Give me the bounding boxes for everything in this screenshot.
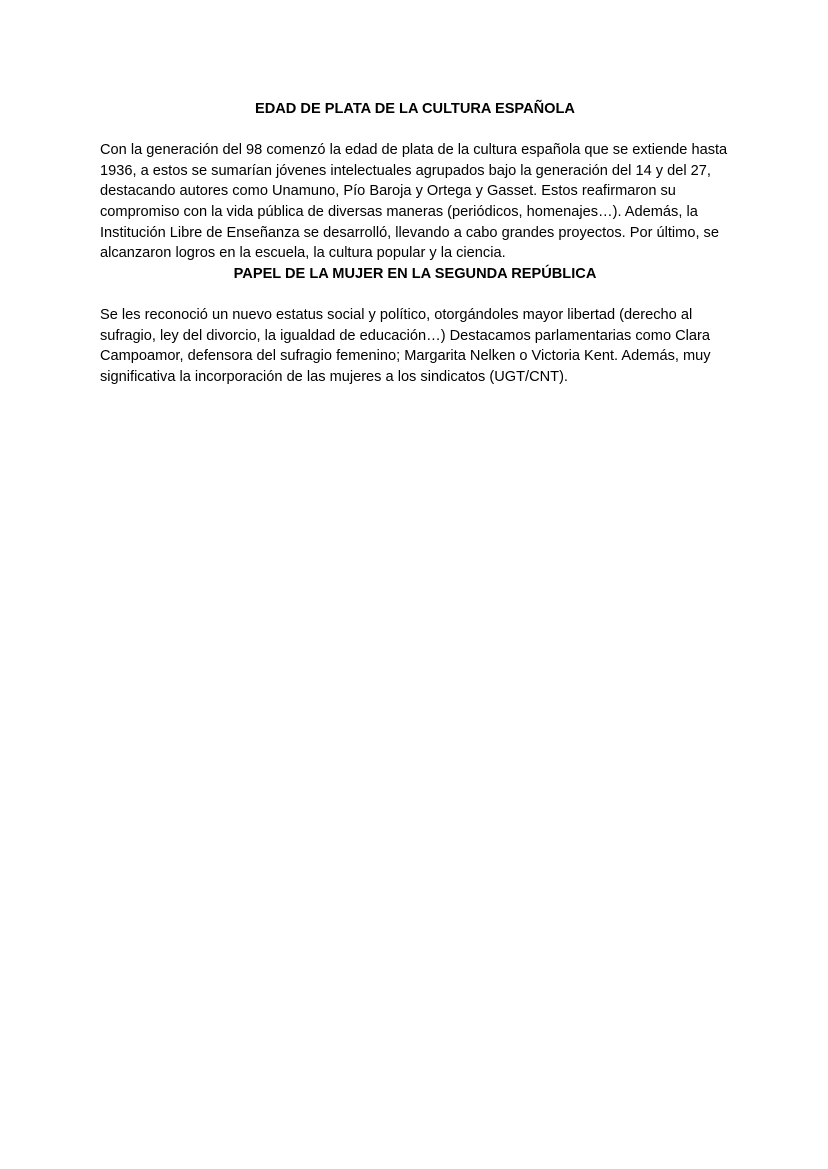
section-paragraph-papel-mujer: Se les reconoció un nuevo estatus social y político, otorgándoles mayor libertad (derecho al sufragio, ley del divorcio, la igualdad de educación…) Destacamos parlamentarias como Clara Campoamor, defensora del sufragio femenino; Margarita Nelken o Victoria Kent. Además, muy significativa la incorporación de las mujeres a los sindicatos (UGT/CNT). bbox=[100, 306, 711, 385]
document-content bbox=[100, 99, 730, 387]
section-heading-papel-mujer: PAPEL DE LA MUJER EN LA SEGUNDA REPÚBLICA bbox=[233, 265, 597, 282]
section-paragraph-edad-de-plata: Con la generación del 98 comenzó la edad de plata de la cultura española que se extiende hasta 1936, a estos se sumarían jóvenes intelectuales agrupados bajo la generación del 14 y del 27, destacando autores como Unamuno, Pío Baroja y Ortega y Gasset. Estos reafirmaron su compromiso con la vida pública de diversas maneras (periódicos, homenajes…). Además, la Institución Libre de Enseñanza se desarrolló, llevando a cabo grandes proyectos. Por último, se alcanzaron logros en la escuela, la cultura popular y la ciencia. bbox=[100, 142, 728, 262]
section-heading-edad-de-plata: EDAD DE PLATA DE LA CULTURA ESPAÑOLA bbox=[255, 101, 575, 117]
